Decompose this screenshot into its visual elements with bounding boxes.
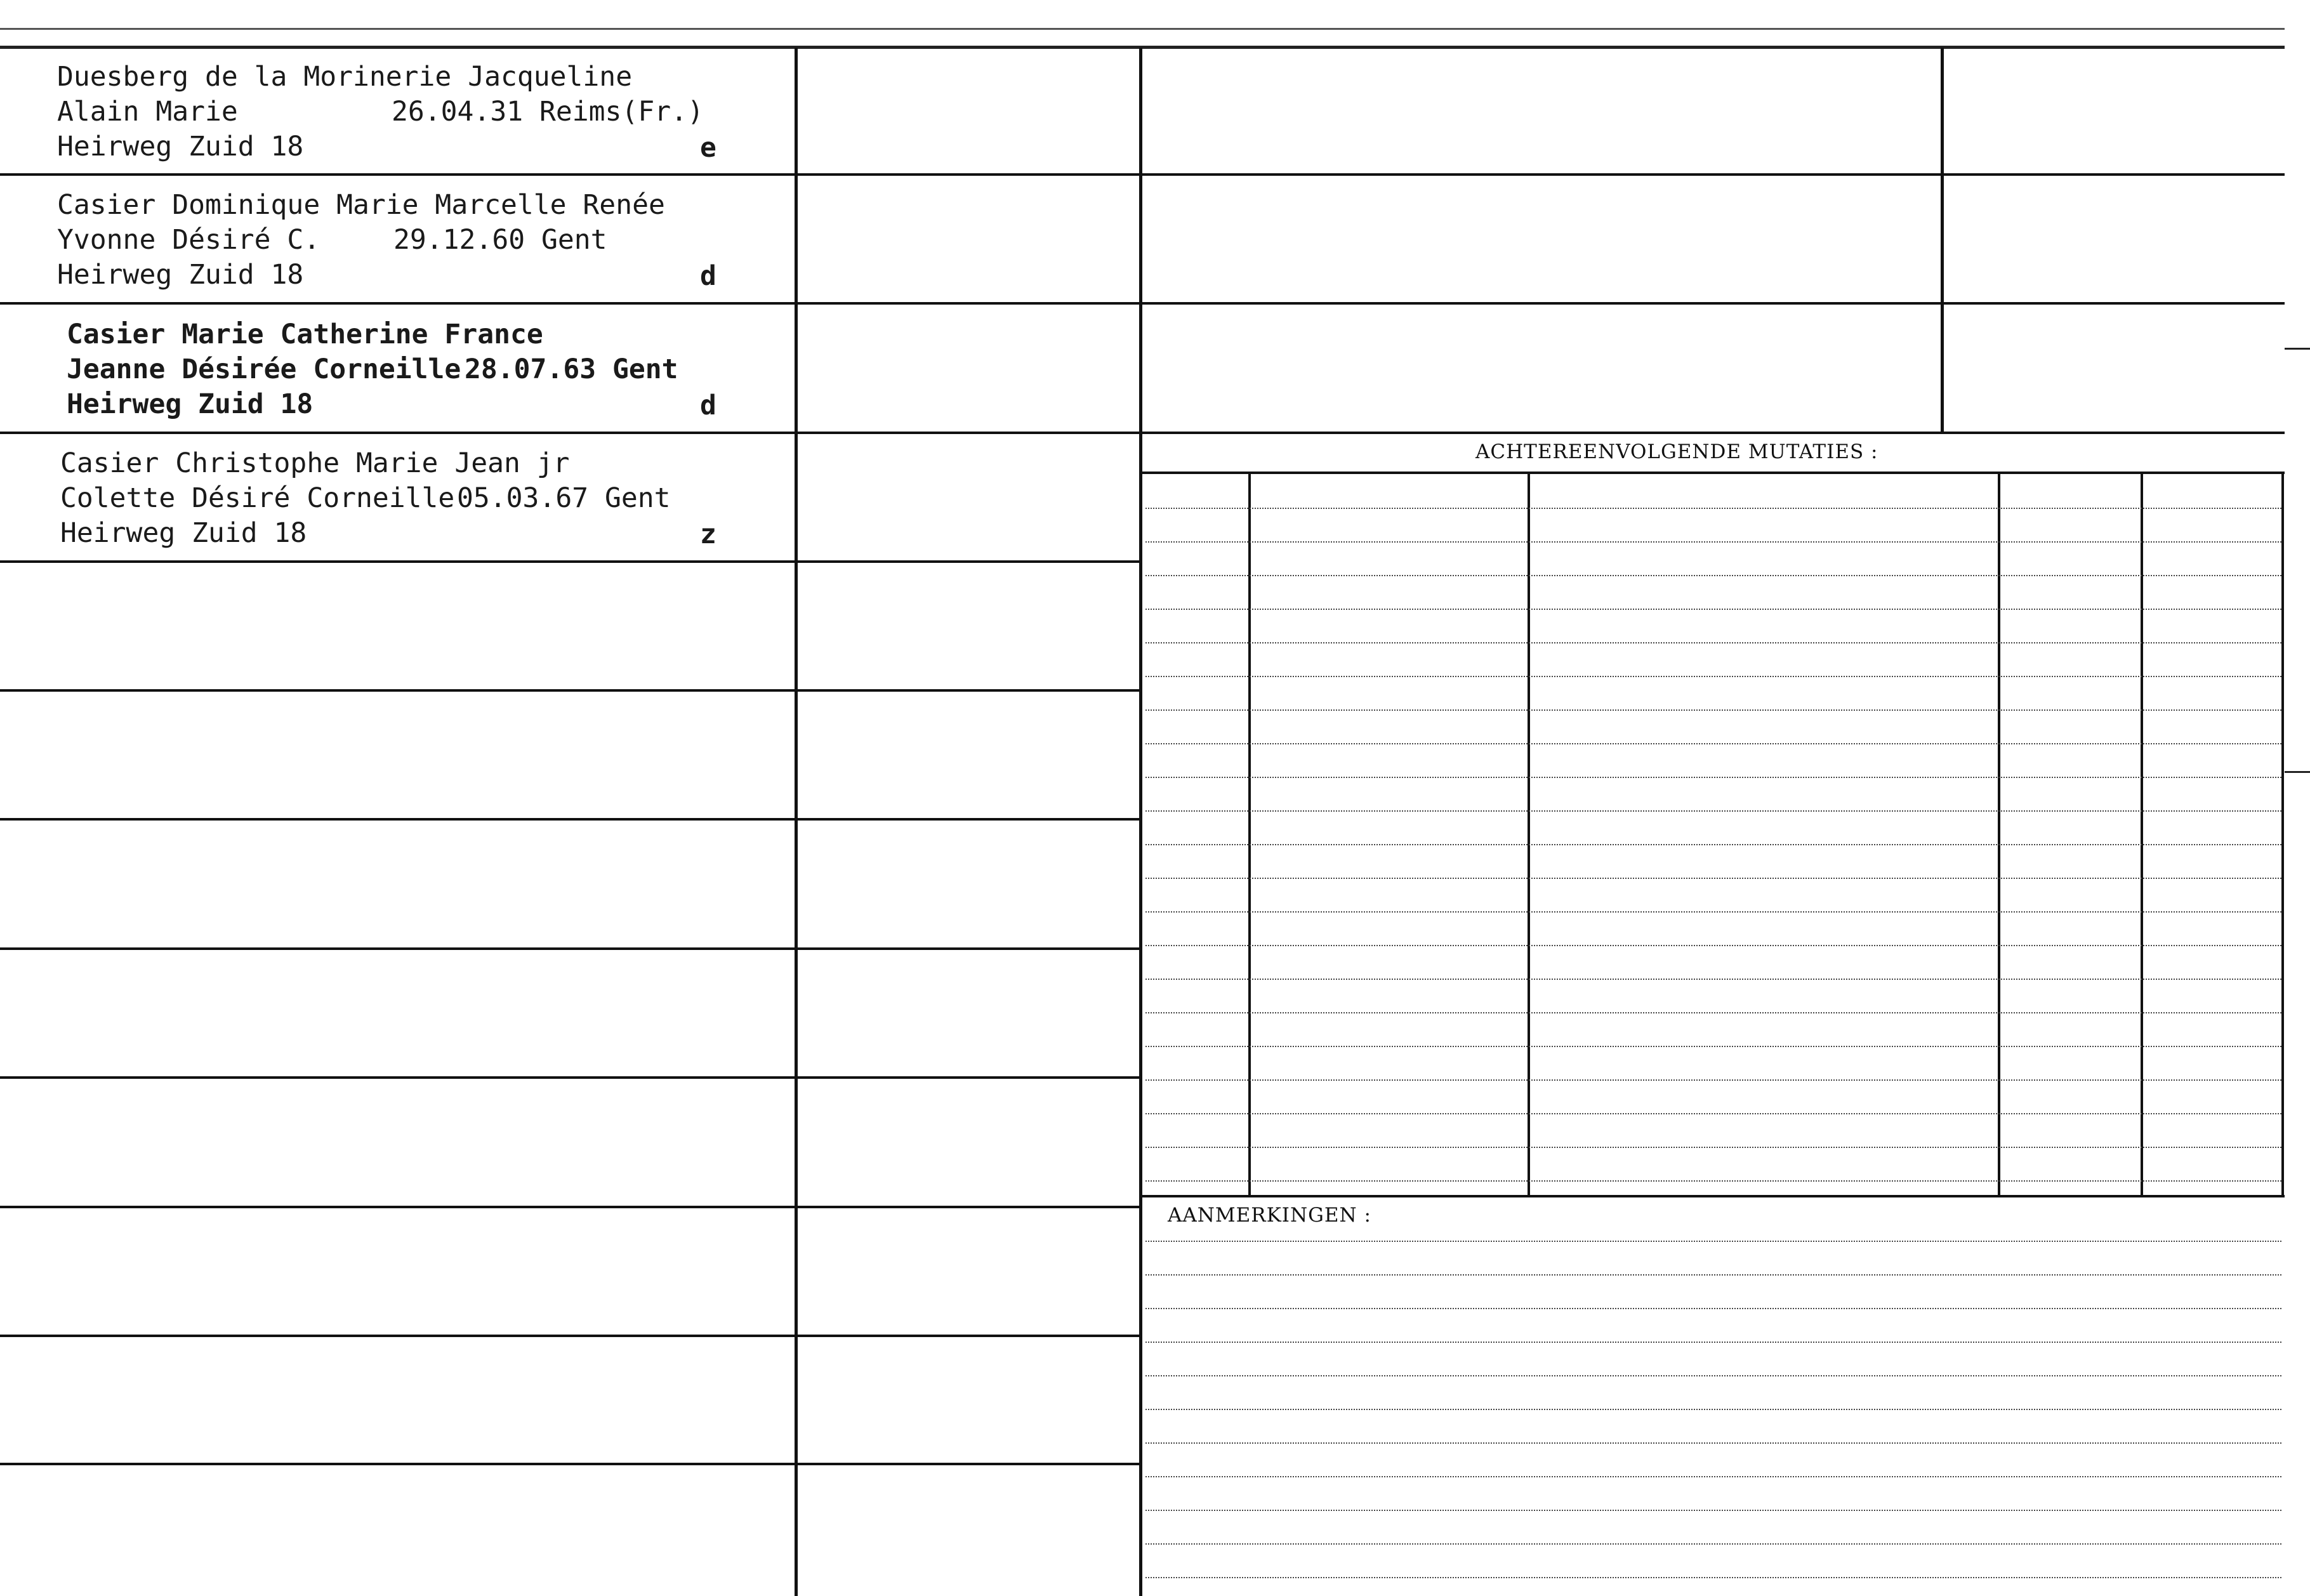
row-rule <box>0 689 1139 692</box>
remarks-dotted-line <box>1145 1375 2281 1376</box>
row-rule <box>0 818 1139 821</box>
entry-given-names: Jeanne Désirée Corneille <box>67 353 461 385</box>
mutations-dotted-line <box>1145 1046 2281 1047</box>
entry-address: Heirweg Zuid 18 <box>57 259 304 291</box>
remarks-dotted-line <box>1145 1442 2281 1444</box>
entry-2 <box>0 176 793 303</box>
column-rule-1 <box>795 48 798 1596</box>
mutations-dotted-line <box>1145 1113 2281 1114</box>
remarks-dotted-line <box>1145 1241 2281 1242</box>
row-rule <box>0 1463 1139 1465</box>
row-rule <box>1139 173 2285 176</box>
entry-name: Casier Christophe Marie Jean jr <box>60 447 570 479</box>
entry-3 <box>0 305 793 432</box>
entry-birth-date: 28.07.63 Gent <box>465 353 678 385</box>
entry-birth-date: 05.03.67 Gent <box>457 482 671 514</box>
entry-address: Heirweg Zuid 18 <box>67 388 314 420</box>
mutations-column-rule <box>1248 473 1251 1195</box>
column-rule-2 <box>1139 48 1142 1596</box>
entry-4 <box>0 434 793 561</box>
entry-name: Casier Marie Catherine France <box>67 319 543 350</box>
mutations-dotted-line <box>1145 1180 2281 1182</box>
mutations-column-rule <box>2141 473 2143 1195</box>
remarks-title: AANMERKINGEN : <box>1168 1204 1371 1227</box>
remarks-dotted-line <box>1145 1409 2281 1410</box>
mutations-title: ACHTEREENVOLGENDE MUTATIES : <box>1475 440 1878 463</box>
remarks-dotted-line <box>1145 1510 2281 1511</box>
mutations-dotted-line <box>1145 609 2281 610</box>
remarks-dotted-line <box>1145 1543 2281 1545</box>
mutations-dotted-line <box>1145 810 2281 812</box>
mutations-dotted-line <box>1145 676 2281 677</box>
row-rule <box>0 947 1139 950</box>
remarks-dotted-line <box>1145 1577 2281 1578</box>
edge-mark <box>2285 771 2310 773</box>
mutations-dotted-line <box>1145 541 2281 543</box>
entry-name: Duesberg de la Morinerie Jacqueline <box>57 61 633 93</box>
mutations-dotted-line <box>1145 777 2281 778</box>
mutations-dotted-line <box>1145 1079 2281 1081</box>
entry-given-names: Alain Marie <box>57 96 238 128</box>
mutations-dotted-line <box>1145 844 2281 845</box>
remarks-dotted-line <box>1145 1274 2281 1276</box>
entry-address: Heirweg Zuid 18 <box>60 517 307 549</box>
remarks-dotted-line <box>1145 1342 2281 1343</box>
row-rule <box>0 1335 1139 1337</box>
entry-code: z <box>700 518 716 550</box>
row-rule <box>1139 302 2285 305</box>
column-rule-3 <box>1941 48 1944 433</box>
mutations-dotted-line <box>1145 508 2281 509</box>
mutations-top-rule <box>1142 472 2285 474</box>
mutations-column-rule <box>1998 473 2000 1195</box>
mutations-dotted-line <box>1145 743 2281 744</box>
mutations-dotted-line <box>1145 1012 2281 1013</box>
entry-code: d <box>700 260 716 292</box>
entry-given-names: Colette Désiré Corneille <box>60 482 455 514</box>
mutations-dotted-line <box>1145 945 2281 946</box>
edge-mark <box>2285 348 2310 350</box>
mutations-column-rule <box>2281 473 2284 1195</box>
entry-name: Casier Dominique Marie Marcelle Renée <box>57 189 665 221</box>
entry-code: d <box>700 390 716 421</box>
mutations-dotted-line <box>1145 642 2281 643</box>
mutations-dotted-line <box>1145 878 2281 879</box>
mutations-dotted-line <box>1145 911 2281 913</box>
entry-1 <box>0 48 793 175</box>
mutations-bottom-rule <box>1142 1195 2285 1197</box>
remarks-dotted-line <box>1145 1476 2281 1477</box>
mutations-dotted-line <box>1145 575 2281 576</box>
entry-code: e <box>700 132 716 164</box>
remarks-dotted-line <box>1145 1308 2281 1309</box>
mutations-dotted-line <box>1145 1147 2281 1148</box>
row-rule <box>0 1206 1139 1208</box>
entry-birth-date: 26.04.31 Reims(Fr.) <box>392 96 704 128</box>
entry-given-names: Yvonne Désiré C. <box>57 224 320 256</box>
mutations-dotted-line <box>1145 709 2281 711</box>
entry-address: Heirweg Zuid 18 <box>57 131 304 162</box>
mutations-column-rule <box>1528 473 1530 1195</box>
entry-birth-date: 29.12.60 Gent <box>393 224 607 256</box>
top-rule-thin <box>0 28 2285 30</box>
mutations-dotted-line <box>1145 979 2281 980</box>
row-rule <box>0 1076 1139 1079</box>
row-rule <box>1139 432 2285 434</box>
